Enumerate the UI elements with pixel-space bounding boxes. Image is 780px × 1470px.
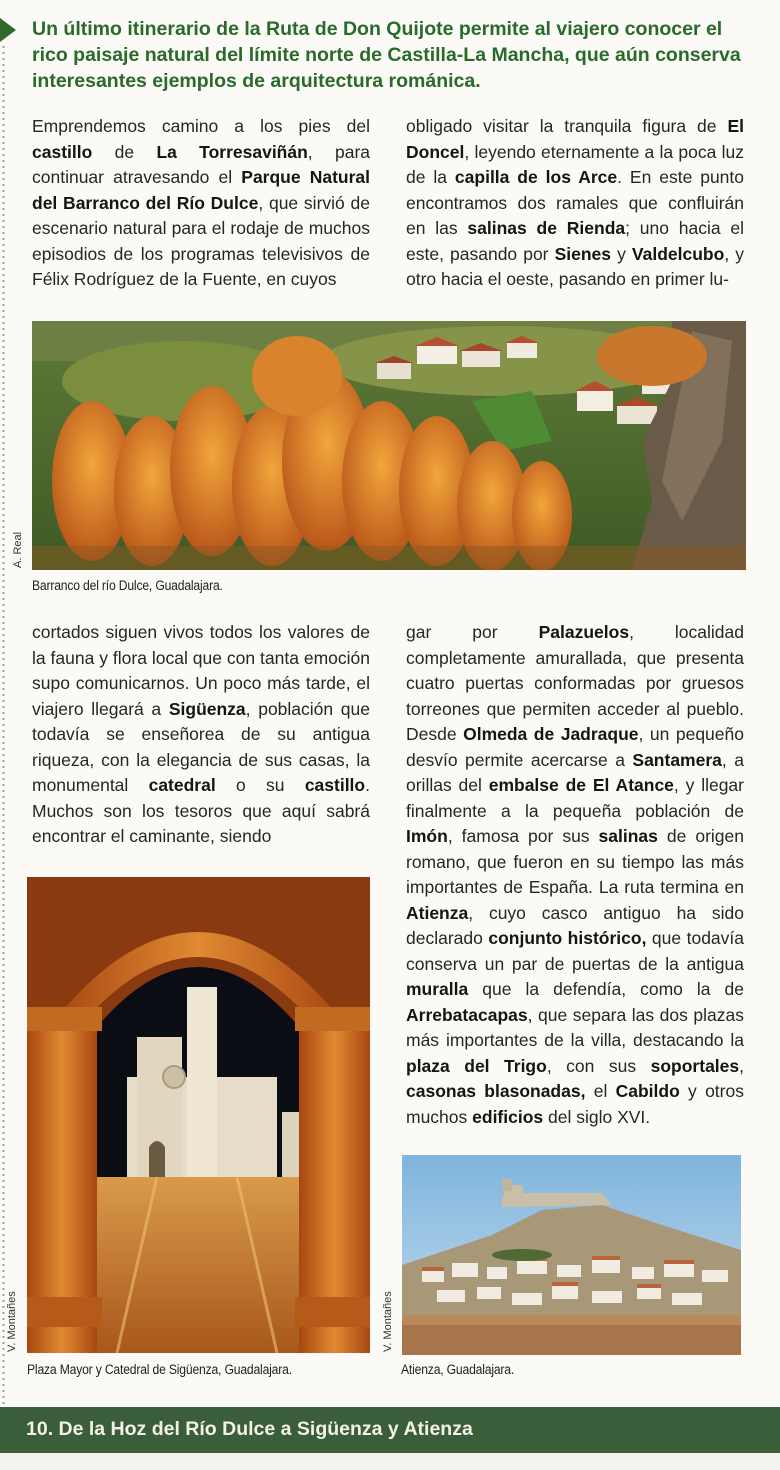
bold-term: salinas bbox=[598, 826, 658, 846]
siguenza-illustration bbox=[27, 877, 370, 1353]
photo-credit-barranco: A. Real bbox=[12, 531, 24, 568]
bold-term: Sienes bbox=[554, 243, 612, 264]
photo-credit-atienza: V. Montañes bbox=[382, 1291, 394, 1352]
bold-term: Atienza bbox=[406, 902, 469, 923]
bold-term: Valdelcubo bbox=[631, 243, 725, 264]
bold-term: Santamera bbox=[632, 749, 722, 770]
bold-term: muralla bbox=[406, 979, 469, 999]
body-column-1: Emprendemos camino a los pies del castillo de La Torresaviñán, para continuar atravesando el Parque Natural del Barranco del Río Dulce, que sirvió de escenario natural para el rodaje de muchos episodios de los programas televisivos de Félix Rodríguez de la Fuente, en cuyos bbox=[32, 116, 371, 289]
section-marker-triangle bbox=[0, 18, 16, 42]
barranco-illustration bbox=[32, 321, 746, 570]
intro-heading: Un último itinerario de la Ruta de Don Quijote permite al viajero conocer el rico paisaje natural del límite norte de Castilla-La Mancha, que aún conserva interesantes ejemplos de arquitectura románica. bbox=[32, 18, 741, 92]
bold-term: Palazuelos bbox=[538, 622, 630, 642]
bold-term: plaza del Trigo bbox=[406, 1055, 547, 1076]
bold-term: Arrebatacapas bbox=[406, 1004, 528, 1025]
bold-term: embalse de El Atance bbox=[488, 775, 674, 795]
atienza-illustration bbox=[402, 1155, 741, 1355]
photo-atienza bbox=[402, 1155, 741, 1355]
bold-term: Parque Natural del Barranco del Río Dulce bbox=[32, 167, 370, 213]
bold-term: castillo bbox=[32, 141, 93, 162]
bold-term: conjunto histórico, bbox=[488, 928, 647, 948]
caption-barranco: Barranco del río Dulce, Guadalajara. bbox=[32, 578, 223, 593]
bold-term: edificios bbox=[472, 1106, 544, 1127]
body-column-4: gar por Palazuelos, localidad completamente amurallada, que presenta cuatro puertas conformadas por gruesos torreones que permiten acceder al pueblo. Desde Olmeda de Jadraque, un pequeño desvío permite acercarse a Santamera, a orillas del embalse de El Atance, y llegar finalmente a la pequeña población de Imón, famosa por sus salinas de origen romano, que fueron en su tiempo las más importantes de España. La ruta termina en Atienza, cuyo casco antiguo ha sido declarado conjunto histórico, que todavía conserva un par de puertas de la antigua muralla que la defendía, como la de Arrebatacapas, que separa las dos plazas más importantes de la villa, destacando la plaza del Trigo, con sus soportales, casonas blasonadas, el Cabildo y otros muchos edificios del siglo XVI. bbox=[406, 622, 744, 1127]
body-column-3: cortados siguen vivos todos los valores de la fauna y flora local que con tanta emoción supo comunicarnos. Un poco más tarde, el viajero llegará a Sigüenza, población que todavía se enseñorea de su antigua riqueza, con la elegancia de sus casas, la monumental catedral o su castillo. Muchos son los tesoros que aquí sabrá encontrar el caminante, siendo bbox=[32, 622, 370, 846]
body-column-2: obligado visitar la tranquila figura de El Doncel, leyendo eternamente a la poca luz de la capilla de los Arce. En este punto encontramos dos ramales que confluirán en las salinas de Rienda; uno hacia el este, pasando por Sienes y Valdelcubo, y otro hacia el oeste, pasando en primer lu- bbox=[406, 116, 745, 289]
photo-siguenza-plaza-mayor bbox=[27, 877, 370, 1353]
bold-term: Cabildo bbox=[615, 1081, 680, 1101]
bold-term: catedral bbox=[148, 775, 216, 795]
footer-bar bbox=[0, 1407, 780, 1453]
bold-term: capilla de los Arce bbox=[454, 167, 618, 187]
page-edge-dots bbox=[2, 44, 5, 1404]
caption-siguenza: Plaza Mayor y Catedral de Sigüenza, Guadalajara. bbox=[27, 1362, 292, 1377]
bold-term: soportales bbox=[650, 1055, 740, 1076]
bold-term: La Torresaviñán bbox=[156, 141, 308, 162]
bold-term: Imón bbox=[406, 826, 448, 846]
bold-term: casonas blasonadas, bbox=[406, 1081, 586, 1101]
photo-barranco-rio-dulce bbox=[32, 321, 746, 570]
bold-term: castillo bbox=[304, 775, 366, 795]
caption-atienza: Atienza, Guadalajara. bbox=[401, 1362, 515, 1377]
page-bottom-margin bbox=[0, 1453, 780, 1470]
bold-term: Sigüenza bbox=[168, 698, 246, 719]
bold-term: El Doncel bbox=[406, 116, 744, 162]
photo-credit-siguenza: V. Montañes bbox=[6, 1291, 18, 1352]
bold-term: salinas de Rienda bbox=[467, 218, 626, 238]
footer-title: 10. De la Hoz del Río Dulce a Sigüenza y Atienza bbox=[26, 1418, 473, 1440]
bold-term: Olmeda de Jadraque bbox=[463, 724, 639, 744]
